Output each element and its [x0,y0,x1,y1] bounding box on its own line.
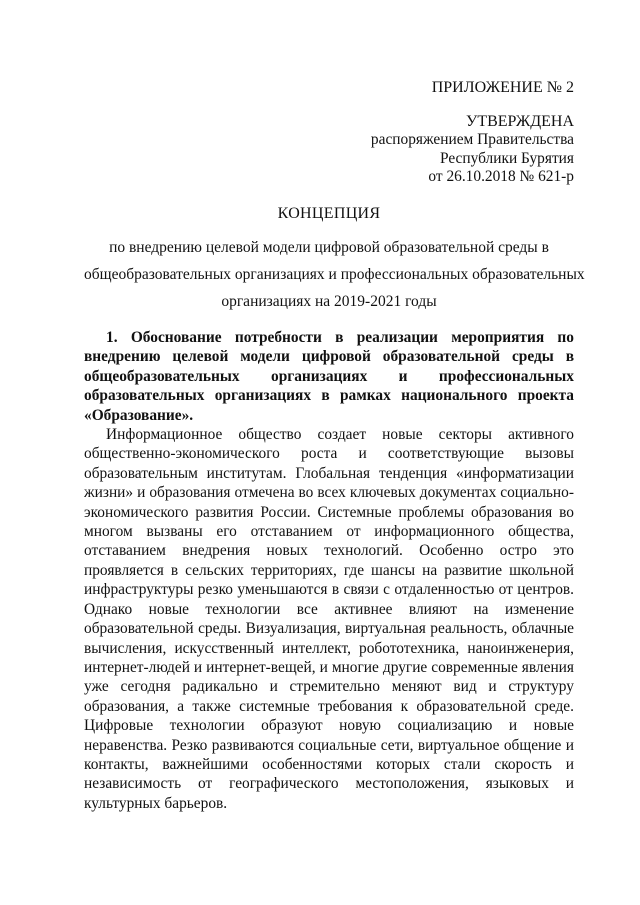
body-paragraph [84,425,574,813]
subtitle-line: общеобразовательных организациях и профессиональных образовательных [84,266,585,283]
paragraph-line: Цифровые технологии образуют новую социализацию и новые [84,717,574,735]
paragraph-line: Однако новые технологии все активнее влияют на изменение [84,600,574,618]
section-heading [84,328,574,425]
paragraph-line: многом вызваны его отставанием от информационного общества, [84,523,574,541]
paragraph-line: уже сегодня радикально и стремительно меняют вид и структуру [84,678,574,696]
section-heading-line: 1. Обоснование потребности в реализации мероприятия по [106,329,574,346]
paragraph-line: культурных барьеров. [84,794,228,812]
section-heading-line: «Образование». [84,406,194,424]
document-title: КОНЦЕПЦИЯ [277,205,381,222]
paragraph-line: инфраструктуры резко уменьшаются в связи с отдаленностью от центров. [84,581,574,599]
approval-stamp [274,112,574,187]
approval-line: распоряжением Правительства [370,131,574,148]
paragraph-line: жизни» и образования отмечена во всех ключевых документах социально- [84,484,574,502]
paragraph-line: вычисления, искусственный интеллект, робототехника, наноинженерия, [84,639,574,657]
subtitle-line: организациях на 2019-2021 годы [221,293,437,310]
paragraph-line: проявляется в сельских территориях, где шансы на развитие школьной [84,561,574,579]
paragraph-line: отставанием внедрения новых технологий. Особенно остро это [84,542,574,560]
paragraph-line: общественно-экономического роста и соответствующие вызовы [84,445,574,463]
document-subtitle [84,234,585,315]
approval-line: Республики Бурятия [439,149,574,167]
paragraph-line: образовательной среды. Визуализация, виртуальная реальность, облачные [84,620,574,638]
approval-date-line: от 26.10.2018 № 621-р [428,168,574,185]
paragraph-line: Информационное общество создает новые секторы активного [106,426,574,444]
section-heading-line: внедрению целевой модели цифровой образовательной среды в [84,348,574,366]
paragraph-line: образования, а также системные требования к образовательной среде. [84,697,574,715]
paragraph-line: экономического развития России. Системные проблемы образования во [84,503,574,521]
document-title-block [84,204,585,315]
approval-heading: УТВЕРЖДЕНА [465,113,574,130]
subtitle-line: по внедрению целевой модели цифровой образовательной среды в [109,239,549,256]
paragraph-line: контакты, важнейшими особенностями которых стали скорость и [84,755,574,773]
paragraph-line: образовательным институтам. Глобальная тенденция «информатизации [84,464,574,482]
paragraph-line: интернет-людей и интернет-вещей, и многие другие современные явления [84,658,574,676]
section-heading-line: общеобразовательных организациях и профессиональных [84,367,574,385]
paragraph-line: неравенства. Резко развиваются социальные сети, виртуальное общение и [84,736,574,754]
attachment-label: ПРИЛОЖЕНИЕ № 2 [431,79,574,96]
section-body [84,328,574,813]
paragraph-line: независимость от географического местоположения, языковых и [84,775,574,793]
section-heading-line: образовательных организациях в рамках национального проекта [84,387,574,405]
